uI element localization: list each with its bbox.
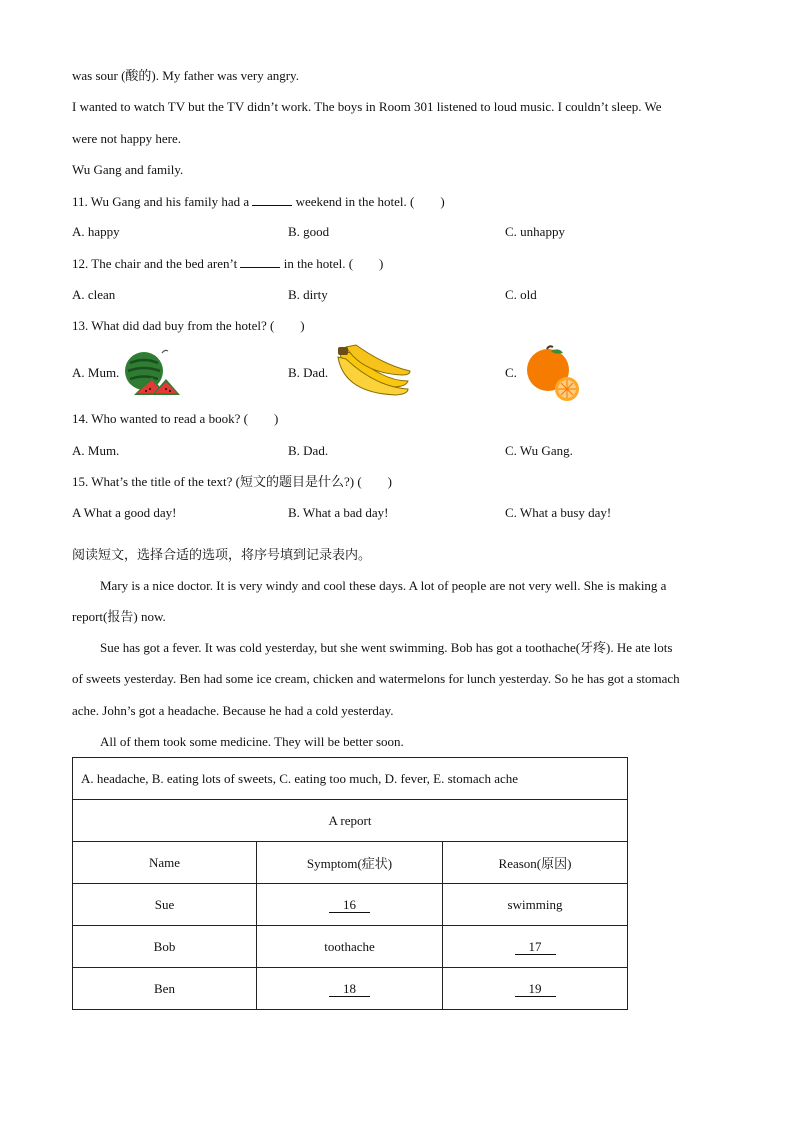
question-14 [72, 410, 278, 428]
question-12-blank [240, 254, 280, 268]
cell-name: Bob [73, 926, 257, 968]
reading-line-2: report(报告) now. [72, 609, 166, 624]
answer-blank-18[interactable] [257, 968, 443, 1010]
q14-option-c[interactable]: C. Wu Gang. [505, 443, 573, 458]
answer-blank-19[interactable] [443, 968, 628, 1010]
answer-blank-16[interactable] [257, 884, 443, 926]
reading-line-1: Mary is a nice doctor. It is very windy and cool these days. A lot of people are not very well. She is making a [100, 578, 667, 593]
question-12-stem: 12. The chair and the bed aren’t [72, 256, 238, 271]
orange-icon [523, 345, 583, 403]
q12-option-c[interactable]: C. old [505, 287, 537, 302]
q12-option-a[interactable]: A. clean [72, 287, 116, 302]
question-14-stem: 14. Who wanted to read a book? ( [72, 411, 248, 426]
paren-close: ) [273, 411, 279, 426]
q11-option-c[interactable]: C. unhappy [505, 224, 565, 239]
q14-option-a[interactable]: A. Mum. [72, 443, 120, 458]
question-11 [72, 192, 445, 211]
header-reason: Reason(原因) [443, 842, 628, 884]
question-15 [72, 473, 392, 491]
reading-line-6: All of them took some medicine. They will be better soon. [100, 734, 404, 749]
question-13-stem: 13. What did dad buy from the hotel? ( [72, 318, 275, 333]
answer-16: 16 [329, 898, 370, 913]
q13-option-c[interactable]: C. [505, 365, 517, 380]
table-row [73, 926, 628, 968]
section-instruction: 阅读短文，选择合适的选项，将序号填到记录表内。 [72, 547, 372, 562]
paren-close: ) [387, 474, 393, 489]
watermelon-icon [122, 347, 182, 399]
answer-18: 18 [329, 982, 370, 997]
q13-option-a[interactable]: A. Mum. [72, 365, 120, 380]
cell-name: Sue [73, 884, 257, 926]
cell-name: Ben [73, 968, 257, 1010]
paren-close: ) [300, 318, 305, 333]
banana-icon [332, 343, 412, 401]
question-15-stem: 15. What’s the title of the text? (短文的题目是什么?) ( [72, 474, 362, 489]
table-title: A report [73, 800, 628, 842]
header-name: Name [73, 842, 257, 884]
q15-option-a[interactable]: A What a good day! [72, 505, 177, 520]
passage-line-2: I wanted to watch TV but the TV didn’t work. The boys in Room 301 listened to loud music. I couldn’t sleep. We [72, 99, 662, 114]
q12-option-b[interactable]: B. dirty [288, 287, 328, 302]
q15-option-c[interactable]: C. What a busy day! [505, 505, 612, 520]
question-12 [72, 254, 383, 273]
passage-line-3: were not happy here. [72, 131, 182, 146]
header-symptom: Symptom(症状) [257, 842, 443, 884]
answer-19: 19 [515, 982, 556, 997]
passage-line-1: was sour (酸的). My father was very angry. [72, 68, 299, 83]
paren-close: ) [440, 194, 445, 209]
report-table [72, 757, 628, 1010]
q14-option-b[interactable]: B. Dad. [288, 443, 329, 458]
passage-line-4: Wu Gang and family. [72, 162, 184, 177]
question-13 [72, 317, 305, 335]
question-11-stem-end: weekend in the hotel. ( [295, 194, 415, 209]
cell-reason: swimming [443, 884, 628, 926]
q13-option-b[interactable]: B. Dad. [288, 365, 329, 380]
answer-blank-17[interactable] [443, 926, 628, 968]
table-row [73, 968, 628, 1010]
cell-symptom: toothache [257, 926, 443, 968]
reading-line-3: Sue has got a fever. It was cold yesterday, but she went swimming. Bob has got a toothache(牙疼). He ate lots [100, 640, 673, 655]
question-11-blank [252, 192, 292, 206]
table-row [73, 884, 628, 926]
q11-option-b[interactable]: B. good [288, 224, 330, 239]
reading-line-5: ache. John’s got a headache. Because he had a cold yesterday. [72, 703, 394, 718]
table-choices: A. headache, B. eating lots of sweets, C. eating too much, D. fever, E. stomach ache [73, 758, 628, 800]
answer-17: 17 [515, 940, 556, 955]
q11-option-a[interactable]: A. happy [72, 224, 120, 239]
paren-close: ) [379, 256, 384, 271]
question-12-stem-end: in the hotel. ( [283, 256, 354, 271]
question-11-stem: 11. Wu Gang and his family had a [72, 194, 250, 209]
q15-option-b[interactable]: B. What a bad day! [288, 505, 389, 520]
reading-line-4: of sweets yesterday. Ben had some ice cream, chicken and watermelons for lunch yesterday. So he has got a stomach [72, 671, 680, 686]
